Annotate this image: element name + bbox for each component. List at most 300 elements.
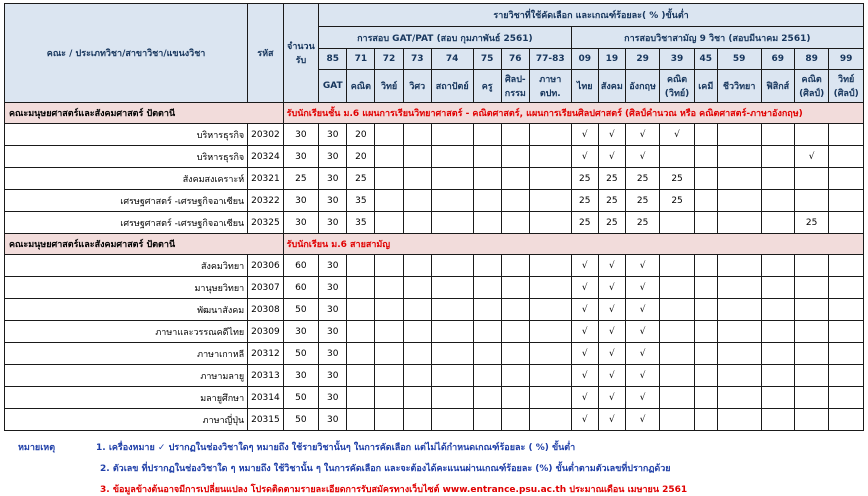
criteria-cell: √ [598,365,625,387]
criteria-cell: 30 [319,146,347,168]
criteria-cell [829,409,864,431]
criteria-cell [431,190,473,212]
criteria-cell [529,299,571,321]
criteria-cell [473,212,501,234]
criteria-cell [347,343,375,365]
subject-name-line1: คณิต [350,82,371,92]
program-code: 20307 [248,277,283,299]
criteria-cell [660,212,694,234]
criteria-cell [717,255,761,277]
gatpat-title: การสอบ GAT/PAT (สอบ กุมภาพันธ์ 2561) [319,27,572,49]
criteria-cell: √ [625,365,659,387]
subject-name [717,70,761,103]
subject-number: 39 [660,49,694,70]
program-code: 20315 [248,409,283,431]
subject-name-line1: เคมี [698,82,714,92]
criteria-cell [473,387,501,409]
table-body [5,103,864,431]
criteria-cell: √ [571,124,598,146]
criteria-cell: 30 [319,365,347,387]
criteria-cell: √ [660,124,694,146]
subject-name [431,70,473,103]
subject-number: 89 [794,49,828,70]
program-quota: 30 [283,124,318,146]
program-code: 20309 [248,321,283,343]
subject-name [403,70,431,103]
program-quota: 25 [283,168,318,190]
subject-name-line1: สังคม [600,82,623,92]
criteria-cell: √ [598,321,625,343]
criteria-cell [529,168,571,190]
program-quota: 50 [283,409,318,431]
subject-name-line1: ไทย [576,82,593,92]
subject-number: 85 [319,49,347,70]
criteria-cell: 30 [319,212,347,234]
quota-header-line2: รับ [295,56,307,66]
criteria-cell: √ [625,146,659,168]
criteria-cell [694,277,717,299]
criteria-cell: 30 [319,124,347,146]
program-quota: 30 [283,212,318,234]
criteria-cell [794,168,828,190]
criteria-cell [473,255,501,277]
criteria-cell [694,387,717,409]
note-1-text: ปรากฏในช่องวิชาใดๆ หมายถึง ใช้รายวิชานั้นๆ ในการคัดเลือก แต่ไม่ได้กำหนดเกณฑ์ร้อยละ ( %) ขั้นต่ำ [168,443,576,453]
criteria-cell [660,409,694,431]
program-quota: 60 [283,255,318,277]
criteria-cell [431,124,473,146]
note-2: 2. ตัวเลข ที่ปรากฏในช่องวิชาใด ๆ หมายถึง ใช้วิชานั้น ๆ ในการคัดเลือก และจะต้องได้คะแนนผ่านเกณฑ์ร้อยละ (%) ขั้นต่ำตามตัวเลขที่ปรากฏด้วย [100,464,671,474]
criteria-cell [694,365,717,387]
criteria-cell [375,365,403,387]
criteria-cell: 25 [794,212,828,234]
criteria-cell [660,299,694,321]
criteria-cell: 25 [571,190,598,212]
criteria-cell [660,387,694,409]
criteria-cell [375,299,403,321]
program-code: 20322 [248,190,283,212]
subject-number: 77-83 [529,49,571,70]
criteria-cell [473,299,501,321]
criteria-cell [794,299,828,321]
criteria-cell: √ [598,387,625,409]
subject-name-line1: วิศว [409,82,426,92]
criteria-cell [717,168,761,190]
program-name: ภาษามลายู [5,365,248,387]
subject-number: 99 [829,49,864,70]
criteria-cell [347,255,375,277]
subject-name [761,70,794,103]
program-code: 20324 [248,146,283,168]
subject-name [319,70,347,103]
table-row [5,168,864,190]
table-row [5,343,864,365]
table-row [5,124,864,146]
criteria-cell [529,255,571,277]
criteria-cell: √ [794,146,828,168]
program-code: 20325 [248,212,283,234]
criteria-cell: 25 [598,190,625,212]
table-row [5,365,864,387]
criteria-cell [375,168,403,190]
criteria-cell [761,277,794,299]
program-quota: 30 [283,365,318,387]
subject-name-line1: ภาษา [539,75,562,85]
section-faculty-name: คณะมนุษยศาสตร์และสังคมศาสตร์ ปัตตานี [5,234,284,255]
program-code: 20308 [248,299,283,321]
subject-name-line2: (ศิลป์) [833,89,859,99]
subject-number: 09 [571,49,598,70]
program-code: 20314 [248,387,283,409]
criteria-cell: 25 [571,212,598,234]
program-name: ภาษาญี่ปุ่น [5,409,248,431]
criteria-cell [761,168,794,190]
criteria-cell: 30 [319,409,347,431]
criteria-cell [794,277,828,299]
criteria-cell [529,124,571,146]
criteria-cell [403,387,431,409]
criteria-cell [431,299,473,321]
criteria-cell [347,365,375,387]
criteria-cell: √ [571,409,598,431]
criteria-cell [717,321,761,343]
criteria-cell: √ [571,146,598,168]
faculty-column-header: คณะ / ประเภทวิชา/สาขาวิชา/แขนงวิชา [5,4,248,103]
subject-number: 59 [717,49,761,70]
table-row [5,190,864,212]
criteria-cell [529,321,571,343]
criteria-cell [501,277,529,299]
criteria-cell: 30 [319,299,347,321]
subject-name [473,70,501,103]
program-quota: 30 [283,190,318,212]
subject-name-line1: วิทย์ [380,82,398,92]
criteria-cell [403,168,431,190]
program-name: มลายูศึกษา [5,387,248,409]
criteria-cell: √ [625,277,659,299]
criteria-cell [660,277,694,299]
criteria-cell [694,321,717,343]
criteria-cell [529,212,571,234]
criteria-cell: 25 [625,212,659,234]
criteria-cell [794,409,828,431]
note-1-prefix: 1. เครื่องหมาย [96,443,155,453]
criteria-cell: 25 [598,212,625,234]
criteria-cell [501,343,529,365]
criteria-cell [501,387,529,409]
subject-name-line1: ครู [481,82,493,92]
program-name: ภาษาและวรรณคดีไทย [5,321,248,343]
criteria-cell: √ [625,299,659,321]
subject-name [660,70,694,103]
criteria-cell: √ [625,343,659,365]
subject-name [794,70,828,103]
criteria-cell [694,190,717,212]
criteria-cell: 25 [571,168,598,190]
criteria-cell: √ [598,409,625,431]
criteria-cell [473,168,501,190]
criteria-cell [501,146,529,168]
criteria-cell [794,255,828,277]
criteria-cell [473,190,501,212]
criteria-cell [431,321,473,343]
criteria-cell [829,365,864,387]
nine-subjects-title: การสอบวิชาสามัญ 9 วิชา (สอบมีนาคม 2561) [571,27,863,49]
criteria-cell: √ [598,299,625,321]
criteria-cell [529,146,571,168]
section-header-row [5,103,864,124]
subject-number: 19 [598,49,625,70]
quota-column-header [283,4,318,103]
criteria-cell [473,124,501,146]
criteria-cell [501,409,529,431]
criteria-cell [347,387,375,409]
criteria-cell [347,299,375,321]
criteria-cell [694,255,717,277]
criteria-cell [431,387,473,409]
subject-name [375,70,403,103]
subject-name [625,70,659,103]
subject-name-line1: คณิต [801,75,822,85]
subject-name-line2: (ศิลป์) [799,89,825,99]
program-name: สังคมสงเคราะห์ [5,168,248,190]
criteria-cell [694,343,717,365]
criteria-cell: √ [598,277,625,299]
quota-header-line1: จำนวน [287,42,315,52]
criteria-cell: 30 [319,255,347,277]
criteria-cell: 35 [347,212,375,234]
criteria-cell [660,365,694,387]
criteria-cell: √ [571,321,598,343]
criteria-cell [403,277,431,299]
criteria-cell [761,409,794,431]
program-quota: 30 [283,146,318,168]
criteria-cell [761,343,794,365]
criteria-cell: 20 [347,124,375,146]
criteria-cell [375,146,403,168]
program-code: 20313 [248,365,283,387]
table-row [5,255,864,277]
criteria-cell [794,365,828,387]
criteria-cell: √ [625,255,659,277]
program-name: มานุษยวิทยา [5,277,248,299]
subject-name-line1: อังกฤษ [629,82,656,92]
table-row [5,321,864,343]
criteria-cell [829,277,864,299]
criteria-cell [431,277,473,299]
criteria-cell: 25 [598,168,625,190]
criteria-cell [403,299,431,321]
criteria-cell [794,190,828,212]
program-code: 20302 [248,124,283,146]
program-name: เศรษฐศาสตร์ -เศรษฐกิจอาเซียน [5,212,248,234]
subject-name [347,70,375,103]
criteria-cell: 25 [660,190,694,212]
criteria-cell [660,321,694,343]
criteria-cell [431,409,473,431]
criteria-cell [501,365,529,387]
criteria-cell [431,212,473,234]
criteria-cell: 25 [347,168,375,190]
criteria-cell: √ [625,321,659,343]
criteria-cell [794,343,828,365]
criteria-cell: 30 [319,321,347,343]
criteria-cell [829,255,864,277]
criteria-cell [694,212,717,234]
criteria-cell: 25 [660,168,694,190]
criteria-cell [829,321,864,343]
criteria-cell [473,321,501,343]
criteria-cell: 30 [319,277,347,299]
criteria-cell [829,190,864,212]
criteria-cell: 30 [319,168,347,190]
notes-label: หมายเหตุ [18,443,56,453]
subject-name-line1: สถาปัตย์ [435,82,469,92]
criteria-cell [717,277,761,299]
criteria-cell [660,343,694,365]
criteria-cell [473,343,501,365]
criteria-cell [403,124,431,146]
criteria-cell: 25 [625,190,659,212]
criteria-cell [717,387,761,409]
criteria-cell [761,190,794,212]
criteria-cell [375,212,403,234]
subject-name-line2: ตปท. [539,89,561,99]
check-icon: ✓ [157,443,166,453]
section-faculty-name: คณะมนุษยศาสตร์และสังคมศาสตร์ ปัตตานี [5,103,284,124]
criteria-cell [717,299,761,321]
criteria-cell: √ [571,299,598,321]
criteria-cell [761,365,794,387]
criteria-cell: √ [625,124,659,146]
criteria-cell [761,299,794,321]
criteria-cell [761,124,794,146]
criteria-cell: 20 [347,146,375,168]
subject-name [529,70,571,103]
criteria-cell: 30 [319,387,347,409]
criteria-cell [529,409,571,431]
criteria-cell: √ [625,409,659,431]
criteria-cell [660,146,694,168]
subject-name-line2: กรรม [504,89,526,99]
criteria-cell [403,343,431,365]
table-row [5,299,864,321]
program-quota: 50 [283,299,318,321]
criteria-cell [403,190,431,212]
criteria-cell [501,299,529,321]
program-name: พัฒนาสังคม [5,299,248,321]
criteria-cell [794,387,828,409]
program-name: บริหารธุรกิจ [5,146,248,168]
criteria-cell [761,146,794,168]
subject-name [571,70,598,103]
criteria-cell [431,343,473,365]
subject-name-line1: ศิลป- [504,75,526,85]
criteria-cell: √ [598,343,625,365]
note-3: 3. ข้อมูลข้างต้นอาจมีการเปลี่ยนแปลง โปรดติดตามรายละเอียดการรับสมัครทางเว็บไซต์ www.entrance.psu.ac.th ประมาณเดือน เมษายน 2561 [100,485,688,495]
criteria-cell [829,343,864,365]
criteria-cell [501,212,529,234]
program-name: ภาษาเกาหลี [5,343,248,365]
table-row [5,387,864,409]
criteria-cell [375,277,403,299]
criteria-cell [794,321,828,343]
criteria-cell [829,124,864,146]
criteria-cell [501,168,529,190]
subject-number: 74 [431,49,473,70]
subject-name [694,70,717,103]
section-header-row [5,234,864,255]
subject-number: 73 [403,49,431,70]
criteria-cell [717,409,761,431]
subject-name [501,70,529,103]
criteria-cell [717,212,761,234]
criteria-cell [403,255,431,277]
criteria-cell [694,168,717,190]
criteria-cell [829,168,864,190]
criteria-cell: √ [571,365,598,387]
criteria-cell [375,387,403,409]
program-name: บริหารธุรกิจ [5,124,248,146]
criteria-cell [829,212,864,234]
criteria-cell [473,277,501,299]
criteria-cell [529,190,571,212]
criteria-cell: 35 [347,190,375,212]
table-row [5,212,864,234]
criteria-cell [347,409,375,431]
criteria-cell [347,277,375,299]
subject-number: 71 [347,49,375,70]
criteria-cell [529,343,571,365]
criteria-cell [431,146,473,168]
criteria-cell [375,343,403,365]
criteria-cell [694,299,717,321]
program-code: 20312 [248,343,283,365]
program-name: เศรษฐศาสตร์ -เศรษฐกิจอาเซียน [5,190,248,212]
criteria-cell [403,409,431,431]
criteria-cell [694,124,717,146]
criteria-cell [761,212,794,234]
criteria-cell: √ [571,255,598,277]
criteria-cell [473,146,501,168]
subject-name [598,70,625,103]
program-name: สังคมวิทยา [5,255,248,277]
criteria-cell [403,365,431,387]
subject-name-line1: GAT [322,81,343,91]
criteria-cell [431,365,473,387]
criteria-cell [829,146,864,168]
program-code: 20306 [248,255,283,277]
criteria-cell [431,255,473,277]
criteria-cell [529,365,571,387]
criteria-cell [501,321,529,343]
table-row [5,146,864,168]
subject-number: 72 [375,49,403,70]
criteria-cell [375,190,403,212]
criteria-cell: 30 [319,343,347,365]
criteria-cell [501,190,529,212]
program-quota: 50 [283,343,318,365]
criteria-cell [761,387,794,409]
criteria-cell [347,321,375,343]
criteria-cell: √ [571,387,598,409]
subject-number: 45 [694,49,717,70]
criteria-cell [761,255,794,277]
table-header [5,4,864,103]
criteria-cell [501,124,529,146]
criteria-cell [761,321,794,343]
criteria-cell [660,255,694,277]
